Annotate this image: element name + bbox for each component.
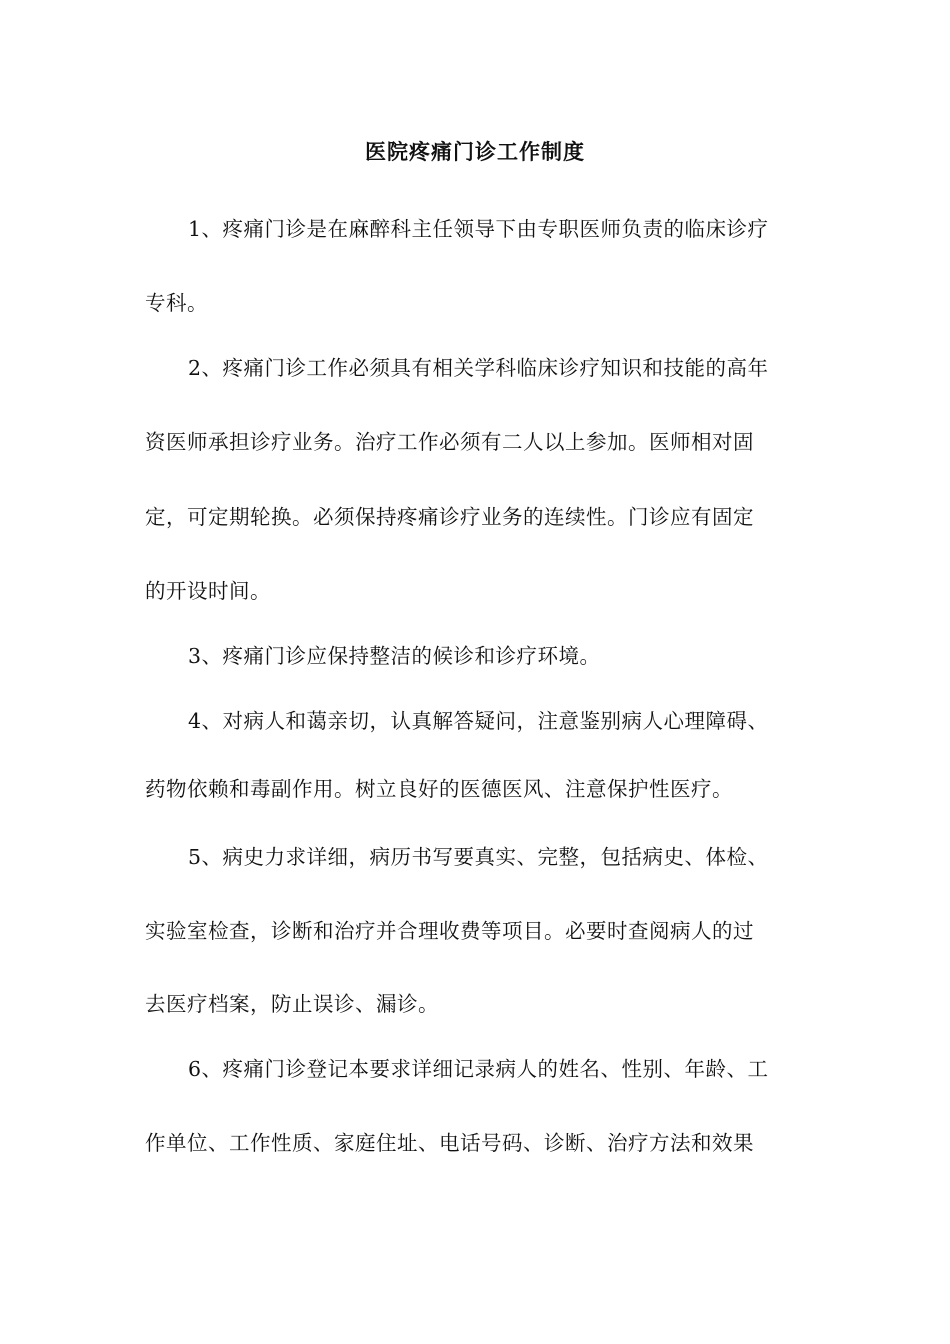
paragraph-line: 定，可定期轮换。必须保持疼痛诊疗业务的连续性。门诊应有固定 <box>145 505 754 529</box>
paragraph-line: 1、疼痛门诊是在麻醉科主任领导下由专职医师负责的临床诊疗 <box>188 217 769 241</box>
paragraph-line: 资医师承担诊疗业务。治疗工作必须有二人以上参加。医师相对固 <box>145 430 754 454</box>
paragraph-line: 2、疼痛门诊工作必须具有相关学科临床诊疗知识和技能的高年 <box>188 356 769 380</box>
paragraph-line: 专科。 <box>145 291 208 315</box>
paragraph-line: 3、疼痛门诊应保持整洁的候诊和诊疗环境。 <box>188 644 601 668</box>
paragraph-line: 4、对病人和蔼亲切，认真解答疑问，注意鉴别病人心理障碍、 <box>188 709 769 733</box>
paragraph-line: 去医疗档案，防止误诊、漏诊。 <box>145 992 439 1016</box>
document-title: 医院疼痛门诊工作制度 <box>365 140 585 164</box>
paragraph-line: 作单位、工作性质、家庭住址、电话号码、诊断、治疗方法和效果 <box>145 1131 754 1155</box>
paragraph-line: 药物依赖和毒副作用。树立良好的医德医风、注意保护性医疗。 <box>145 777 733 801</box>
paragraph-line: 6、疼痛门诊登记本要求详细记录病人的姓名、性别、年龄、工 <box>188 1057 769 1081</box>
paragraph-line: 实验室检查，诊断和治疗并合理收费等项目。必要时查阅病人的过 <box>145 919 754 943</box>
paragraph-line: 的开设时间。 <box>145 579 271 603</box>
paragraph-line: 5、病史力求详细，病历书写要真实、完整，包括病史、体检、 <box>188 845 769 869</box>
